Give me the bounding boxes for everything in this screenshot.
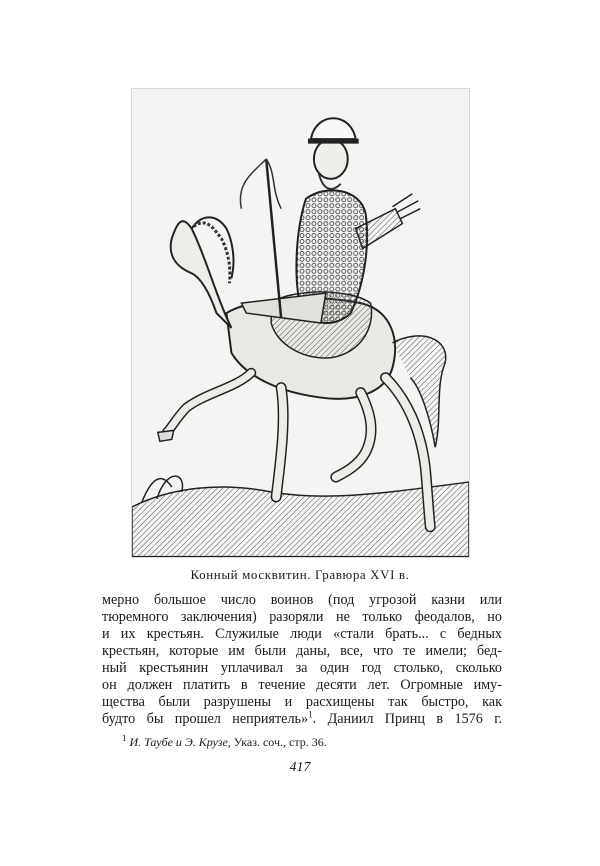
text-line: тюремного заключения) разоряли не только феодалов, но	[102, 609, 502, 625]
page-number: 417	[289, 760, 311, 775]
text-line: и их крестьян. Служилые люди «стали брать... с бедных	[102, 626, 502, 642]
footnote-reference-marker: 1	[308, 711, 313, 720]
footnote-authors: И. Таубе и Э. Крузе,	[129, 735, 231, 749]
text-line-before-reference: будто бы прошел неприятель»	[102, 711, 309, 727]
footnote-marker: 1	[122, 733, 127, 743]
text-line: крестьян, которые им были даны, все, что те имели; бед-	[102, 643, 502, 659]
text-line-last	[102, 711, 502, 728]
text-line-after-reference: . Даниил Принц в 1576 г.	[312, 711, 502, 727]
footnote-reference: Указ. соч., стр. 36.	[233, 735, 327, 749]
horseman-engraving-image	[132, 89, 469, 557]
text-line: мерно большое число воинов (под угрозой казни или	[102, 592, 502, 608]
text-line: щества были разрушены и расхищены так быстро, как	[102, 694, 502, 710]
text-line: он должен платить в течение десяти лет. Огромные иму-	[102, 677, 502, 693]
footnote	[122, 735, 502, 750]
figure-caption: Конный москвитин. Гравюра XVI в.	[190, 567, 410, 582]
text-line: ный крестьянин уплачивал за один год столько, сколько	[102, 660, 502, 676]
engraving-figure	[131, 88, 470, 558]
body-paragraph	[102, 592, 502, 728]
